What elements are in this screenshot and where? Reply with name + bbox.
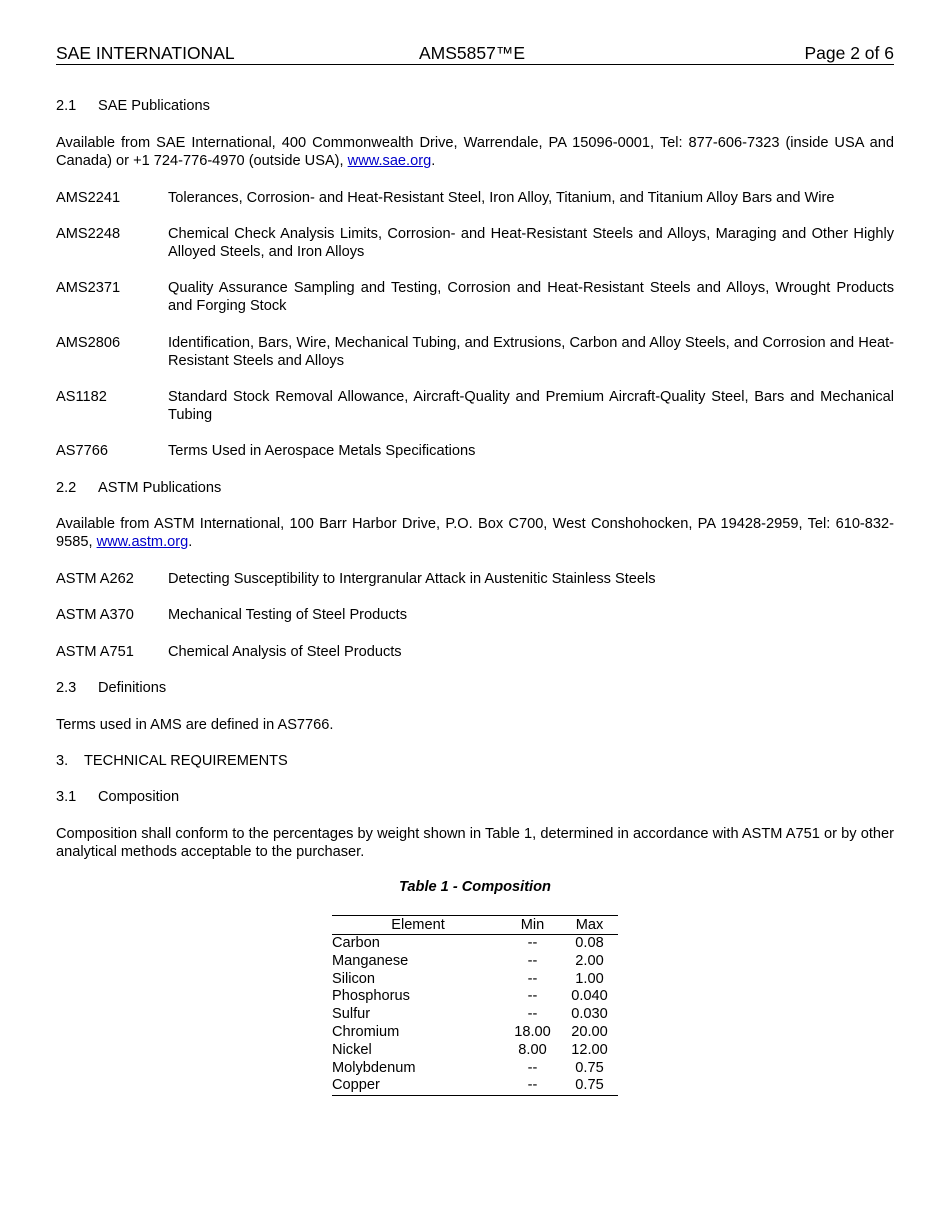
table-row bbox=[332, 1024, 618, 1042]
astm-availability-text: Available from ASTM International, 100 Barr Harbor Drive, P.O. Box C700, West Conshohocken, PA 19428-2959, Tel: 610-832-9585, bbox=[56, 516, 894, 551]
table-row bbox=[332, 971, 618, 989]
min-cell: -- bbox=[527, 935, 538, 951]
min-cell: -- bbox=[527, 952, 538, 969]
astm-availability-paragraph bbox=[56, 515, 894, 551]
column-header-max: Max bbox=[561, 916, 618, 935]
composition-table bbox=[332, 915, 618, 1096]
max-cell: 0.75 bbox=[575, 1077, 604, 1094]
table-row bbox=[332, 988, 618, 1006]
table-row bbox=[332, 1042, 618, 1060]
header-publisher: SAE INTERNATIONAL bbox=[56, 43, 235, 63]
astm-website-link[interactable]: www.astm.org bbox=[96, 534, 189, 551]
min-cell: -- bbox=[527, 1006, 538, 1023]
reference-item bbox=[56, 606, 894, 624]
element-cell: Phosphorus bbox=[332, 988, 410, 1005]
section-2-1-heading bbox=[56, 97, 894, 115]
element-cell: Carbon bbox=[332, 935, 380, 951]
max-cell: 12.00 bbox=[571, 1041, 608, 1058]
page-header bbox=[56, 43, 894, 65]
reference-title: Identification, Bars, Wire, Mechanical Tubing, and Extrusions, Carbon and Alloy Steels, and Corrosion and Heat-Resistant Steels and Alloys bbox=[168, 335, 894, 370]
reference-item bbox=[56, 334, 894, 370]
max-cell: 0.75 bbox=[575, 1059, 604, 1076]
min-cell: 18.00 bbox=[514, 1023, 551, 1040]
reference-code: AMS2806 bbox=[56, 335, 121, 351]
max-cell: 1.00 bbox=[575, 970, 604, 987]
sentence-end: . bbox=[431, 153, 436, 170]
section-3-heading bbox=[56, 752, 894, 770]
min-cell: 8.00 bbox=[518, 1041, 547, 1058]
reference-title: Tolerances, Corrosion- and Heat-Resistant Steel, Iron Alloy, Titanium, and Titanium Alloy Bars and Wire bbox=[168, 190, 835, 206]
sae-availability-text: Available from SAE International, 400 Commonwealth Drive, Warrendale, PA 15096-0001, Tel: 877-606-7323 (inside USA and Canada) or +1 724-776-4970 (outside USA), bbox=[56, 135, 894, 170]
header-doc-number: AMS5857™E bbox=[419, 43, 526, 63]
table-row bbox=[332, 1077, 618, 1095]
table-row bbox=[332, 953, 618, 971]
section-number: 2.3 bbox=[56, 680, 77, 696]
sae-website-link[interactable]: www.sae.org bbox=[347, 153, 432, 170]
min-cell: -- bbox=[527, 1077, 538, 1094]
reference-title: Mechanical Testing of Steel Products bbox=[168, 607, 408, 623]
sentence-end: . bbox=[188, 534, 193, 551]
reference-title: Chemical Check Analysis Limits, Corrosion- and Heat-Resistant Steels and Alloys, Maraging and Other Highly Alloyed Steels, and Iron Alloys bbox=[168, 226, 894, 261]
max-cell: 2.00 bbox=[575, 952, 604, 969]
table-row bbox=[332, 935, 618, 953]
reference-item bbox=[56, 225, 894, 261]
reference-item bbox=[56, 570, 894, 588]
element-cell: Copper bbox=[332, 1077, 380, 1094]
reference-item bbox=[56, 643, 894, 661]
max-cell: 20.00 bbox=[571, 1023, 608, 1040]
column-header-min: Min bbox=[504, 916, 561, 935]
section-title: ASTM Publications bbox=[98, 480, 222, 496]
section-title: Definitions bbox=[98, 680, 167, 696]
reference-title: Chemical Analysis of Steel Products bbox=[168, 644, 402, 660]
reference-title: Standard Stock Removal Allowance, Aircraft-Quality and Premium Aircraft-Quality Steel, Bars and Mechanical Tubing bbox=[168, 389, 894, 424]
section-title: Composition bbox=[98, 789, 180, 805]
reference-code: ASTM A370 bbox=[56, 607, 134, 623]
element-cell: Chromium bbox=[332, 1023, 400, 1040]
table-row bbox=[332, 1060, 618, 1078]
max-cell: 0.040 bbox=[571, 988, 608, 1005]
column-header-element: Element bbox=[332, 916, 504, 935]
max-cell: 0.030 bbox=[571, 1006, 608, 1023]
element-cell: Manganese bbox=[332, 952, 409, 969]
section-title: TECHNICAL REQUIREMENTS bbox=[84, 753, 288, 769]
max-cell: 0.08 bbox=[575, 935, 604, 951]
reference-code: ASTM A751 bbox=[56, 644, 134, 660]
reference-code: AMS2371 bbox=[56, 280, 121, 296]
table-header-row bbox=[332, 916, 618, 935]
reference-code: ASTM A262 bbox=[56, 571, 134, 587]
min-cell: -- bbox=[527, 1059, 538, 1076]
section-number: 3.1 bbox=[56, 789, 77, 805]
header-page-number: Page 2 of 6 bbox=[804, 43, 894, 63]
reference-code: AS7766 bbox=[56, 443, 108, 459]
reference-item bbox=[56, 442, 894, 460]
section-2-2-heading bbox=[56, 479, 894, 497]
element-cell: Nickel bbox=[332, 1041, 372, 1058]
reference-code: AMS2248 bbox=[56, 226, 121, 242]
section-number: 2.2 bbox=[56, 480, 77, 496]
table-caption: Table 1 - Composition bbox=[399, 879, 551, 895]
table-row bbox=[332, 1006, 618, 1024]
reference-item bbox=[56, 279, 894, 315]
section-3-1-heading bbox=[56, 788, 894, 806]
reference-item bbox=[56, 388, 894, 424]
element-cell: Silicon bbox=[332, 970, 375, 987]
reference-title: Detecting Susceptibility to Intergranular Attack in Austenitic Stainless Steels bbox=[168, 571, 656, 587]
element-cell: Molybdenum bbox=[332, 1059, 416, 1076]
element-cell: Sulfur bbox=[332, 1006, 371, 1023]
section-number: 2.1 bbox=[56, 98, 77, 114]
sae-availability-paragraph bbox=[56, 134, 894, 170]
composition-paragraph: Composition shall conform to the percentages by weight shown in Table 1, determined in accordance with ASTM A751 or by other analytical methods acceptable to the purchaser. bbox=[56, 826, 894, 861]
definitions-paragraph: Terms used in AMS are defined in AS7766. bbox=[56, 717, 334, 733]
min-cell: -- bbox=[527, 970, 538, 987]
section-number: 3. bbox=[56, 753, 69, 769]
reference-title: Terms Used in Aerospace Metals Specifications bbox=[168, 443, 476, 459]
reference-item bbox=[56, 189, 894, 207]
section-2-3-heading bbox=[56, 679, 894, 697]
reference-title: Quality Assurance Sampling and Testing, Corrosion and Heat-Resistant Steels and Alloys, Wrought Products and Forging Stock bbox=[168, 280, 894, 315]
reference-code: AMS2241 bbox=[56, 190, 121, 206]
reference-code: AS1182 bbox=[56, 389, 107, 405]
section-title: SAE Publications bbox=[98, 98, 210, 114]
min-cell: -- bbox=[527, 988, 538, 1005]
